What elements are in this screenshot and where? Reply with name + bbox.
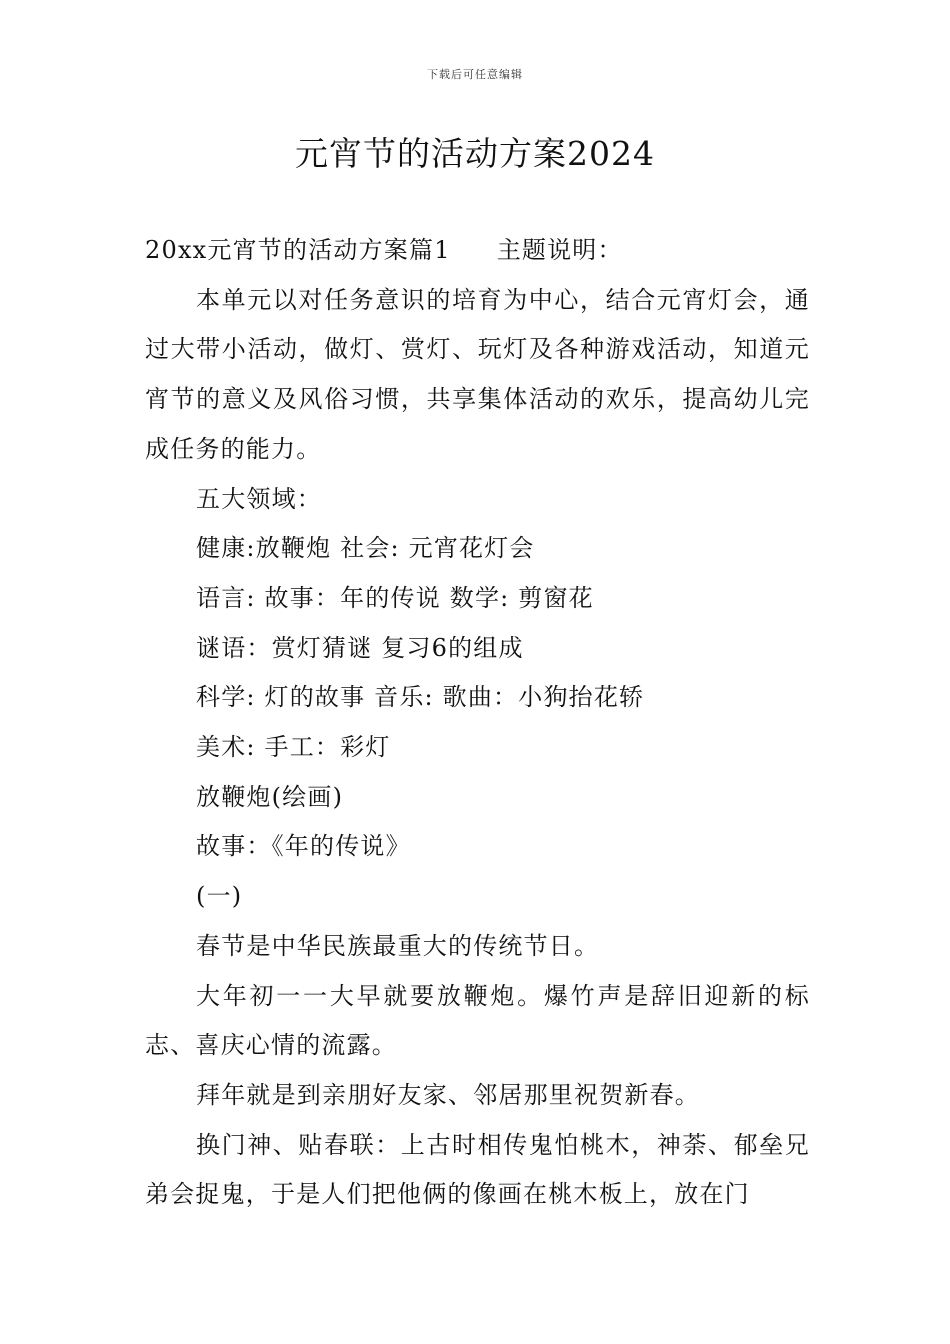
paragraph-theme-description: 本单元以对任务意识的培育为中心，结合元宵灯会，通过大带小活动，做灯、赏灯、玩灯及各种游戏活动，知道元宵节的意义及风俗习惯，共享集体活动的欢乐，提高幼儿完成任务的能力。 (145, 285, 810, 463)
paragraph-new-year-greeting: 拜年就是到亲朋好友家、邻居那里祝贺新春。 (196, 1080, 700, 1109)
section-heading: 20xx元宵节的活动方案篇1 (145, 236, 451, 264)
document-title: 元宵节的活动方案2024 (295, 134, 655, 173)
paragraph-art: 美术: 手工：彩灯 (196, 733, 391, 762)
intro-line (145, 226, 810, 276)
paragraph-science-music: 科学: 灯的故事 音乐: 歌曲：小狗抬花轿 (196, 683, 645, 712)
paragraph-health-social: 健康:放鞭炮 社会: 元宵花灯会 (196, 534, 535, 563)
paragraph-riddles: 谜语：赏灯猜谜 复习6的组成 (196, 633, 524, 662)
paragraph-firecracker-drawing: 放鞭炮(绘画) (196, 782, 344, 811)
document-body (145, 226, 810, 1220)
paragraph-story-title: 故事：《年的传说》 (196, 832, 411, 861)
paragraph-spring-festival: 春节是中华民族最重大的传统节日。 (196, 931, 600, 960)
header-note: 下载后可任意编辑 (427, 68, 523, 81)
paragraph-five-domains: 五大领域： (196, 484, 322, 513)
paragraph-door-gods: 换门神、贴春联：上古时相传鬼怕桃木，神荼、郁垒兄弟会捉鬼，于是人们把他俩的像画在桃木板上，放在门 (145, 1130, 810, 1209)
paragraph-section-one: (一) (196, 882, 243, 911)
paragraph-firecrackers: 大年初一一大早就要放鞭炮。爆竹声是辞旧迎新的标志、喜庆心情的流露。 (145, 981, 810, 1060)
paragraph-language-math: 语言: 故事：年的传说 数学: 剪窗花 (196, 583, 594, 612)
theme-label: 主题说明： (496, 236, 623, 264)
